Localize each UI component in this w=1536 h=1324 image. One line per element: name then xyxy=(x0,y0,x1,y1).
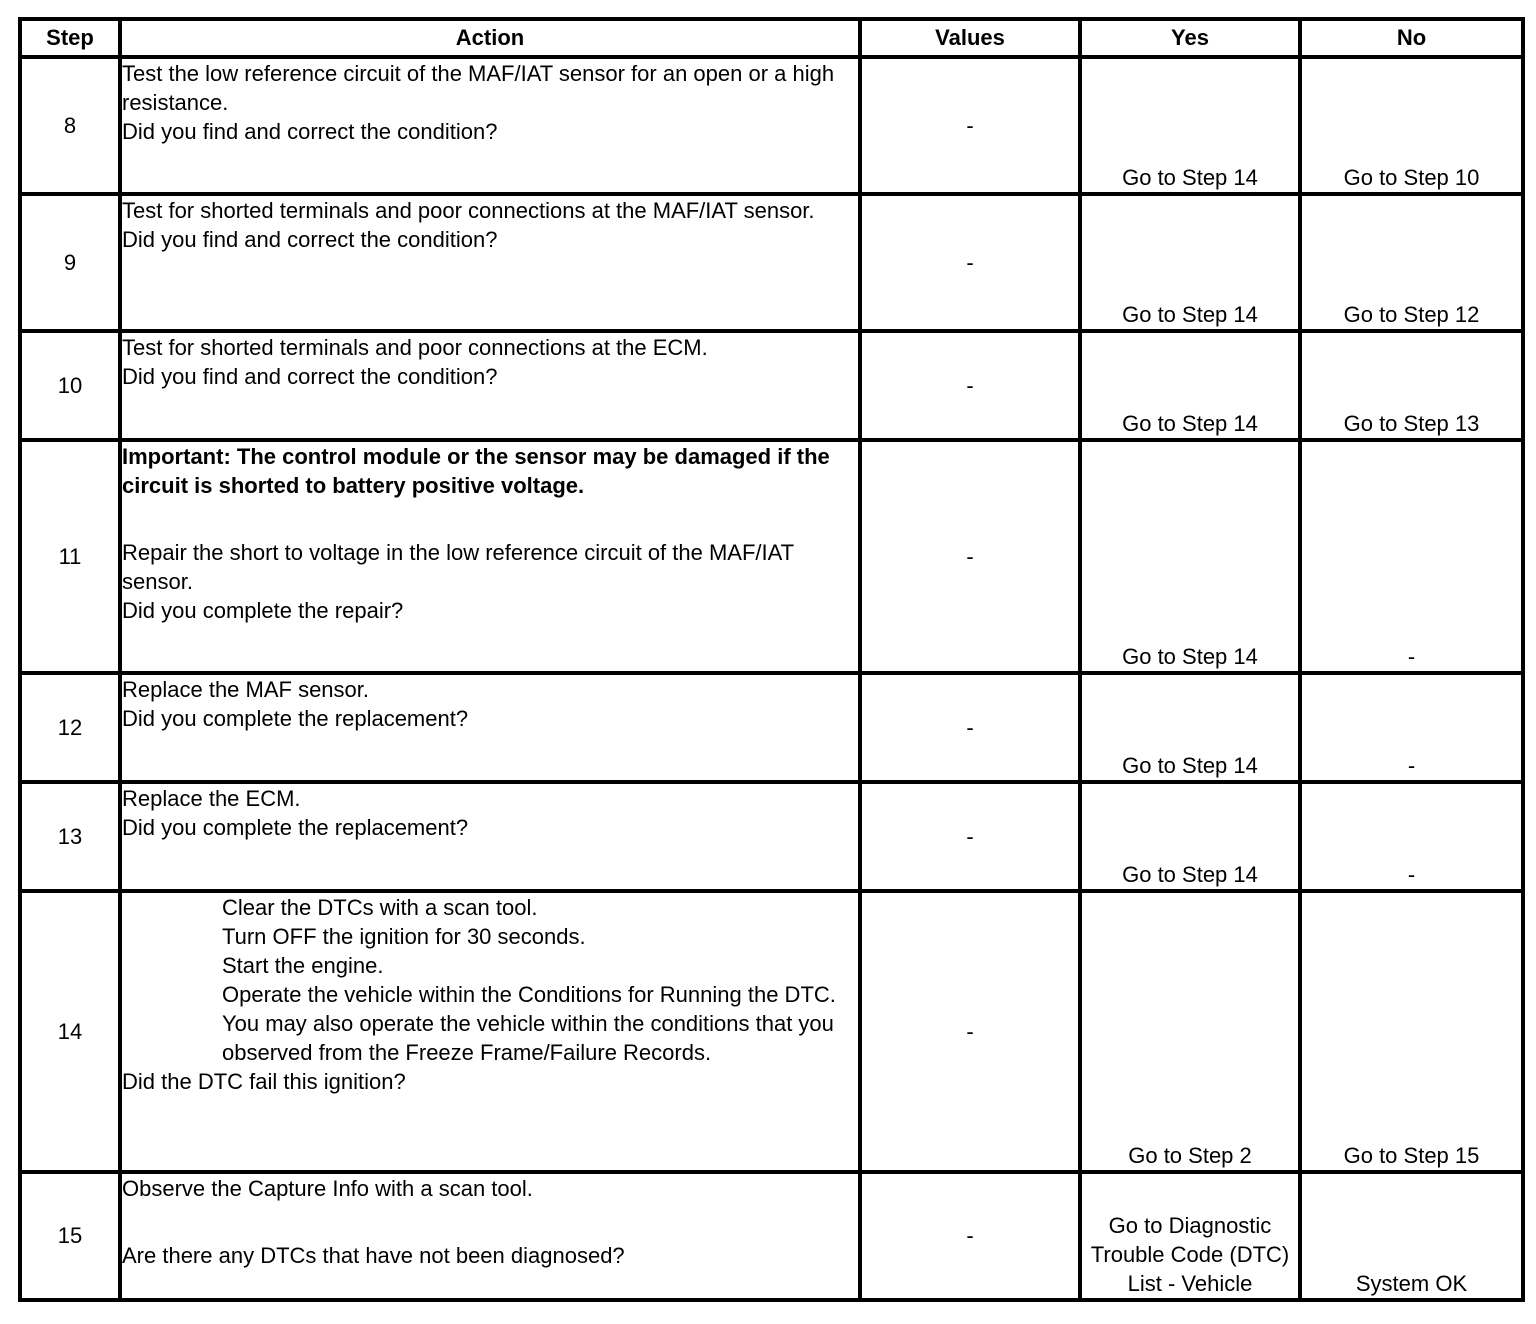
action-text: Observe the Capture Info with a scan tool. xyxy=(122,1176,533,1201)
yes-cell: Go to Step 14 xyxy=(1080,782,1300,891)
no-cell: - xyxy=(1300,673,1523,782)
step-number: 9 xyxy=(20,194,120,331)
no-cell: Go to Step 12 xyxy=(1300,194,1523,331)
step-number: 10 xyxy=(20,331,120,440)
table-row xyxy=(20,57,1523,194)
action-question: Did you find and correct the condition? xyxy=(122,227,498,252)
no-cell: Go to Step 13 xyxy=(1300,331,1523,440)
step-number: 12 xyxy=(20,673,120,782)
step-number: 11 xyxy=(20,440,120,673)
list-item: Clear the DTCs with a scan tool. xyxy=(222,895,538,920)
important-note: Important: The control module or the sensor may be damaged if the circuit is shorted to battery positive voltage. xyxy=(122,444,830,498)
action-question: Did you find and correct the condition? xyxy=(122,364,498,389)
action-cell xyxy=(120,891,860,1172)
step-number: 13 xyxy=(20,782,120,891)
step-number: 14 xyxy=(20,891,120,1172)
table-row xyxy=(20,194,1523,331)
list-item: Start the engine. xyxy=(222,953,384,978)
action-text: Replace the ECM. xyxy=(122,786,301,811)
action-text: Repair the short to voltage in the low reference circuit of the MAF/IAT sensor. xyxy=(122,540,794,594)
values-cell: - xyxy=(860,57,1080,194)
yes-cell: Go to Step 14 xyxy=(1080,440,1300,673)
yes-cell: Go to Step 14 xyxy=(1080,194,1300,331)
action-cell xyxy=(120,1172,860,1300)
yes-cell: Go to Step 14 xyxy=(1080,57,1300,194)
header-values: Values xyxy=(860,19,1080,57)
action-cell xyxy=(120,57,860,194)
header-row xyxy=(20,19,1523,57)
values-cell: - xyxy=(860,673,1080,782)
action-question: Did you complete the replacement? xyxy=(122,706,469,731)
table-row xyxy=(20,891,1523,1172)
table-row xyxy=(20,440,1523,673)
action-question: Did the DTC fail this ignition? xyxy=(122,1069,406,1094)
header-no: No xyxy=(1300,19,1523,57)
step-number: 8 xyxy=(20,57,120,194)
action-text: Replace the MAF sensor. xyxy=(122,677,370,702)
no-cell: - xyxy=(1300,782,1523,891)
table-row xyxy=(20,1172,1523,1300)
instruction-list xyxy=(122,893,858,1067)
diagnostic-table xyxy=(18,17,1525,1302)
list-item: Turn OFF the ignition for 30 seconds. xyxy=(222,924,586,949)
action-cell xyxy=(120,440,860,673)
no-cell: Go to Step 10 xyxy=(1300,57,1523,194)
action-cell xyxy=(120,331,860,440)
action-text: Test for shorted terminals and poor connections at the MAF/IAT sensor. xyxy=(122,198,815,223)
values-cell: - xyxy=(860,891,1080,1172)
table-row xyxy=(20,673,1523,782)
values-cell: - xyxy=(860,194,1080,331)
values-cell: - xyxy=(860,1172,1080,1300)
action-text: Test the low reference circuit of the MAF/IAT sensor for an open or a high resistance. xyxy=(122,61,835,115)
yes-cell: Go to Diagnostic Trouble Code (DTC) List - Vehicle xyxy=(1080,1172,1300,1300)
action-cell xyxy=(120,194,860,331)
no-cell: Go to Step 15 xyxy=(1300,891,1523,1172)
header-yes: Yes xyxy=(1080,19,1300,57)
values-cell: - xyxy=(860,331,1080,440)
step-number: 15 xyxy=(20,1172,120,1300)
no-cell: System OK xyxy=(1300,1172,1523,1300)
action-question: Did you complete the repair? xyxy=(122,598,404,623)
action-cell xyxy=(120,782,860,891)
values-cell: - xyxy=(860,782,1080,891)
table-row xyxy=(20,331,1523,440)
action-cell xyxy=(120,673,860,782)
header-step: Step xyxy=(20,19,120,57)
no-cell: - xyxy=(1300,440,1523,673)
action-question: Did you complete the replacement? xyxy=(122,815,469,840)
yes-cell: Go to Step 2 xyxy=(1080,891,1300,1172)
yes-cell: Go to Step 14 xyxy=(1080,673,1300,782)
action-text: Test for shorted terminals and poor connections at the ECM. xyxy=(122,335,708,360)
action-question: Did you find and correct the condition? xyxy=(122,119,498,144)
yes-cell: Go to Step 14 xyxy=(1080,331,1300,440)
values-cell: - xyxy=(860,440,1080,673)
list-item: Operate the vehicle within the Conditions for Running the DTC. You may also operate the vehicle within the conditions that you observed from the Freeze Frame/Failure Records. xyxy=(222,982,836,1065)
header-action: Action xyxy=(120,19,860,57)
table-row xyxy=(20,782,1523,891)
action-question: Are there any DTCs that have not been diagnosed? xyxy=(122,1243,625,1268)
